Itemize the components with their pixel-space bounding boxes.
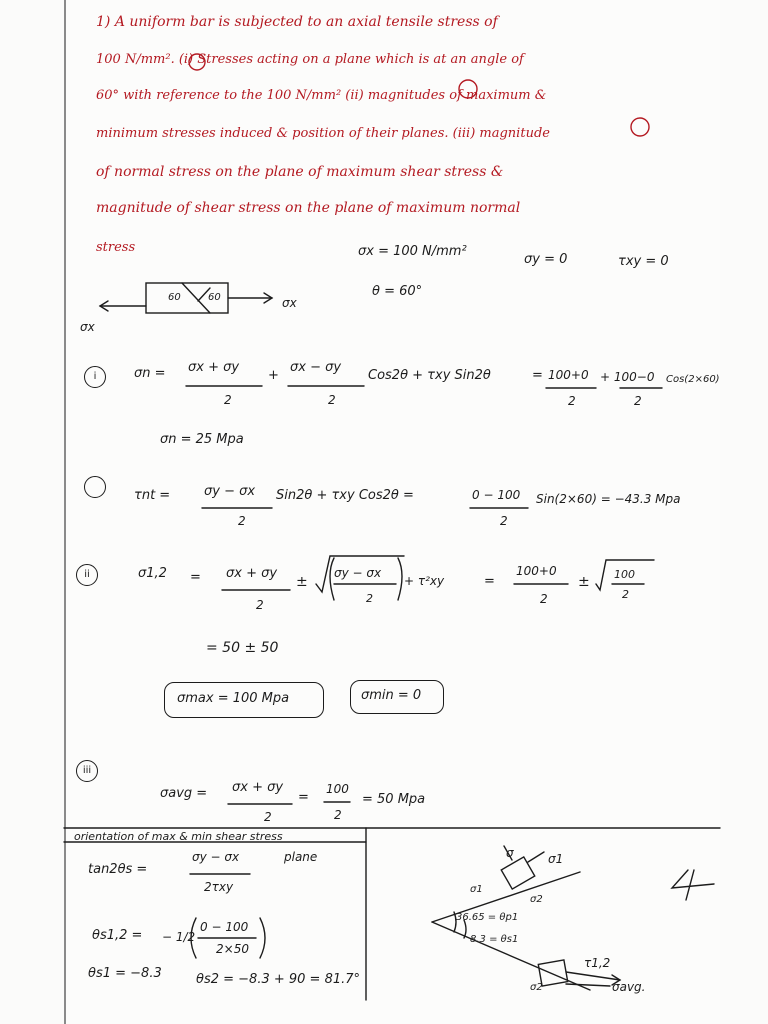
part-i-tau-den: 2: [238, 514, 246, 528]
part-ii-pm2: ±: [578, 574, 590, 590]
orientation-theta-num: 0 − 100: [200, 920, 249, 934]
given-sigma-y: σy = 0: [524, 252, 568, 267]
sigma-min-text: σmin = 0: [361, 688, 422, 703]
diagram-label-small: σ2: [530, 982, 543, 993]
diagram-principal-element: [501, 857, 535, 889]
part-ii-val-den: 2: [540, 592, 548, 606]
part-i-num1: 100+0: [548, 368, 589, 382]
diagram-shear-element: [538, 960, 567, 986]
part-i-tau-val-tail: Sin(2×60) = −43.3 Mpa: [536, 492, 681, 506]
sketch-right-label: σx: [282, 296, 297, 310]
diagram-label-sigma-top: σ: [506, 846, 514, 860]
orientation-theta-lhs: θs1,2 =: [92, 928, 143, 943]
given-tau-xy: τxy = 0: [618, 254, 669, 269]
marker-i-red: [189, 54, 205, 70]
part-ii-rad-num: σy − σx: [334, 566, 382, 580]
part-iii-eq: =: [298, 790, 309, 805]
orientation-theta-den: 2×50: [216, 942, 249, 956]
sketch-left-label: σx: [80, 320, 95, 334]
diagram-angle-arc-1: [454, 912, 456, 932]
sketch-angle-1: 60: [168, 292, 181, 303]
part-ii-rad-den: 2: [366, 592, 373, 605]
part-i-tau-num: σy − σx: [204, 484, 256, 499]
part-ii-den: 2: [256, 598, 264, 612]
part-iii-result: = 50 Mpa: [362, 792, 426, 807]
part-i-den2: 2: [634, 394, 642, 408]
orientation-heading: orientation of max & min shear stress: [74, 830, 283, 843]
problem-line-3: 60° with reference to the 100 N/mm² (ii) magnitudes of maximum &: [96, 88, 547, 103]
diagram-label-sigma1-small: σ1: [470, 884, 483, 895]
part-ii-val-num: 100+0: [516, 564, 557, 578]
diagram-sigma1-arrow: [528, 852, 544, 862]
orientation-theta-mid: − 1/2: [162, 930, 196, 944]
part-i-term1-num: σx + σy: [188, 360, 240, 375]
part-ii-marker: ii: [76, 564, 98, 586]
part-iii-val-den: 2: [334, 808, 342, 822]
page-corner-mark: [686, 870, 694, 900]
part-iii-marker: iii: [76, 760, 98, 782]
problem-line-7: stress: [96, 240, 136, 255]
diagram-ray-lower: [432, 922, 590, 990]
bracket-left: [191, 918, 196, 958]
problem-line-6: magnitude of shear stress on the plane of maximum normal: [96, 200, 521, 216]
problem-line-5: of normal stress on the plane of maximum shear stress &: [96, 164, 504, 180]
part-ii-eq2: =: [484, 574, 495, 589]
sigma-max-text: σmax = 100 Mpa: [177, 691, 290, 706]
sqrt-sign: [596, 560, 654, 590]
part-i-tail2: Cos(2×60): [666, 374, 720, 385]
marker-ii-red: [459, 80, 477, 98]
part-ii-val-rad-den: 2: [622, 588, 629, 601]
part-i-plus: +: [268, 368, 279, 383]
part-ii-lhs: σ1,2: [138, 566, 167, 581]
diagram-tau-arrow: [566, 972, 620, 980]
problem-line-4: minimum stresses induced & position of their planes. (iii) magnitude: [96, 126, 550, 141]
orientation-tan-lhs: tan2θs =: [88, 862, 148, 877]
part-i-num2: + 100−0: [600, 370, 655, 384]
part-ii-pm: ±: [296, 574, 308, 590]
orientation-res-1: θs1 = −8.3: [88, 966, 162, 981]
part-iii-den: 2: [264, 810, 272, 824]
part-ii-rad-tail: + τ²xy: [404, 574, 445, 588]
given-theta: θ = 60°: [372, 284, 423, 299]
part-ii-num: σx + σy: [226, 566, 278, 581]
part-i-marker: i: [84, 366, 106, 388]
part-i-result: σn = 25 Mpa: [160, 432, 244, 447]
bracket-left: [330, 558, 334, 600]
bracket-right: [260, 918, 265, 958]
part-i-tau-val-num: 0 − 100: [472, 488, 521, 502]
sketch-angle-2: 60: [208, 292, 221, 303]
given-sigma-x: σx = 100 N/mm²: [358, 244, 467, 259]
diagram-sigma-top-arrow: [504, 846, 512, 860]
part-ii-eq: =: [190, 570, 201, 585]
problem-line-2: 100 N/mm². (i) Stresses acting on a plane which is at an angle of: [96, 52, 524, 67]
sketch-normal-arrow: [198, 288, 210, 301]
orientation-tan-num: σy − σx: [192, 850, 240, 864]
part-iii-num: σx + σy: [232, 780, 284, 795]
part-i-tau-lhs: τnt =: [134, 488, 171, 503]
sqrt-sign: [316, 556, 404, 592]
diagram-label-tau: τ1,2: [584, 956, 611, 970]
part-i-sigma-n-lhs: σn =: [134, 366, 166, 381]
orientation-heading-2: plane: [284, 850, 318, 864]
part-ii-result-line: = 50 ± 50: [206, 640, 279, 656]
part-iii-val-num: 100: [326, 782, 349, 796]
part-iii-lhs: σavg =: [160, 786, 208, 801]
diagram-label-savg: σavg.: [612, 980, 646, 994]
part-i-term2-num: σx − σy: [290, 360, 342, 375]
orientation-res-2: θs2 = −8.3 + 90 = 81.7°: [196, 972, 361, 987]
part-i-eq: =: [532, 368, 543, 383]
part-i-tau-tail: Sin2θ + τxy Cos2θ =: [276, 488, 414, 503]
part-i-term2-den: 2: [328, 393, 336, 407]
marker-iii-red: [631, 118, 649, 136]
part-ii-val-rad-num: 100: [614, 568, 635, 581]
orientation-tan-den: 2τxy: [204, 880, 234, 894]
diagram-label-sigma1: σ1: [548, 852, 564, 866]
bracket-right: [398, 558, 402, 600]
sketch-oblique-plane: [182, 283, 210, 313]
part-i-den1: 2: [568, 394, 576, 408]
diagram-label-angle-s: 8.3 = θs1: [470, 934, 519, 945]
diagram-label-sigma2: σ2: [530, 894, 543, 905]
part-i-term2-tail: Cos2θ + τxy Sin2θ: [368, 368, 491, 383]
problem-line-1: 1) A uniform bar is subjected to an axial tensile stress of: [96, 14, 498, 30]
part-i-tau-val-den: 2: [500, 514, 508, 528]
diagram-savg-arrow: [566, 984, 610, 986]
part-i-term1-den: 2: [224, 393, 232, 407]
diagram-label-angle-p: 36.65 = θp1: [456, 912, 519, 923]
